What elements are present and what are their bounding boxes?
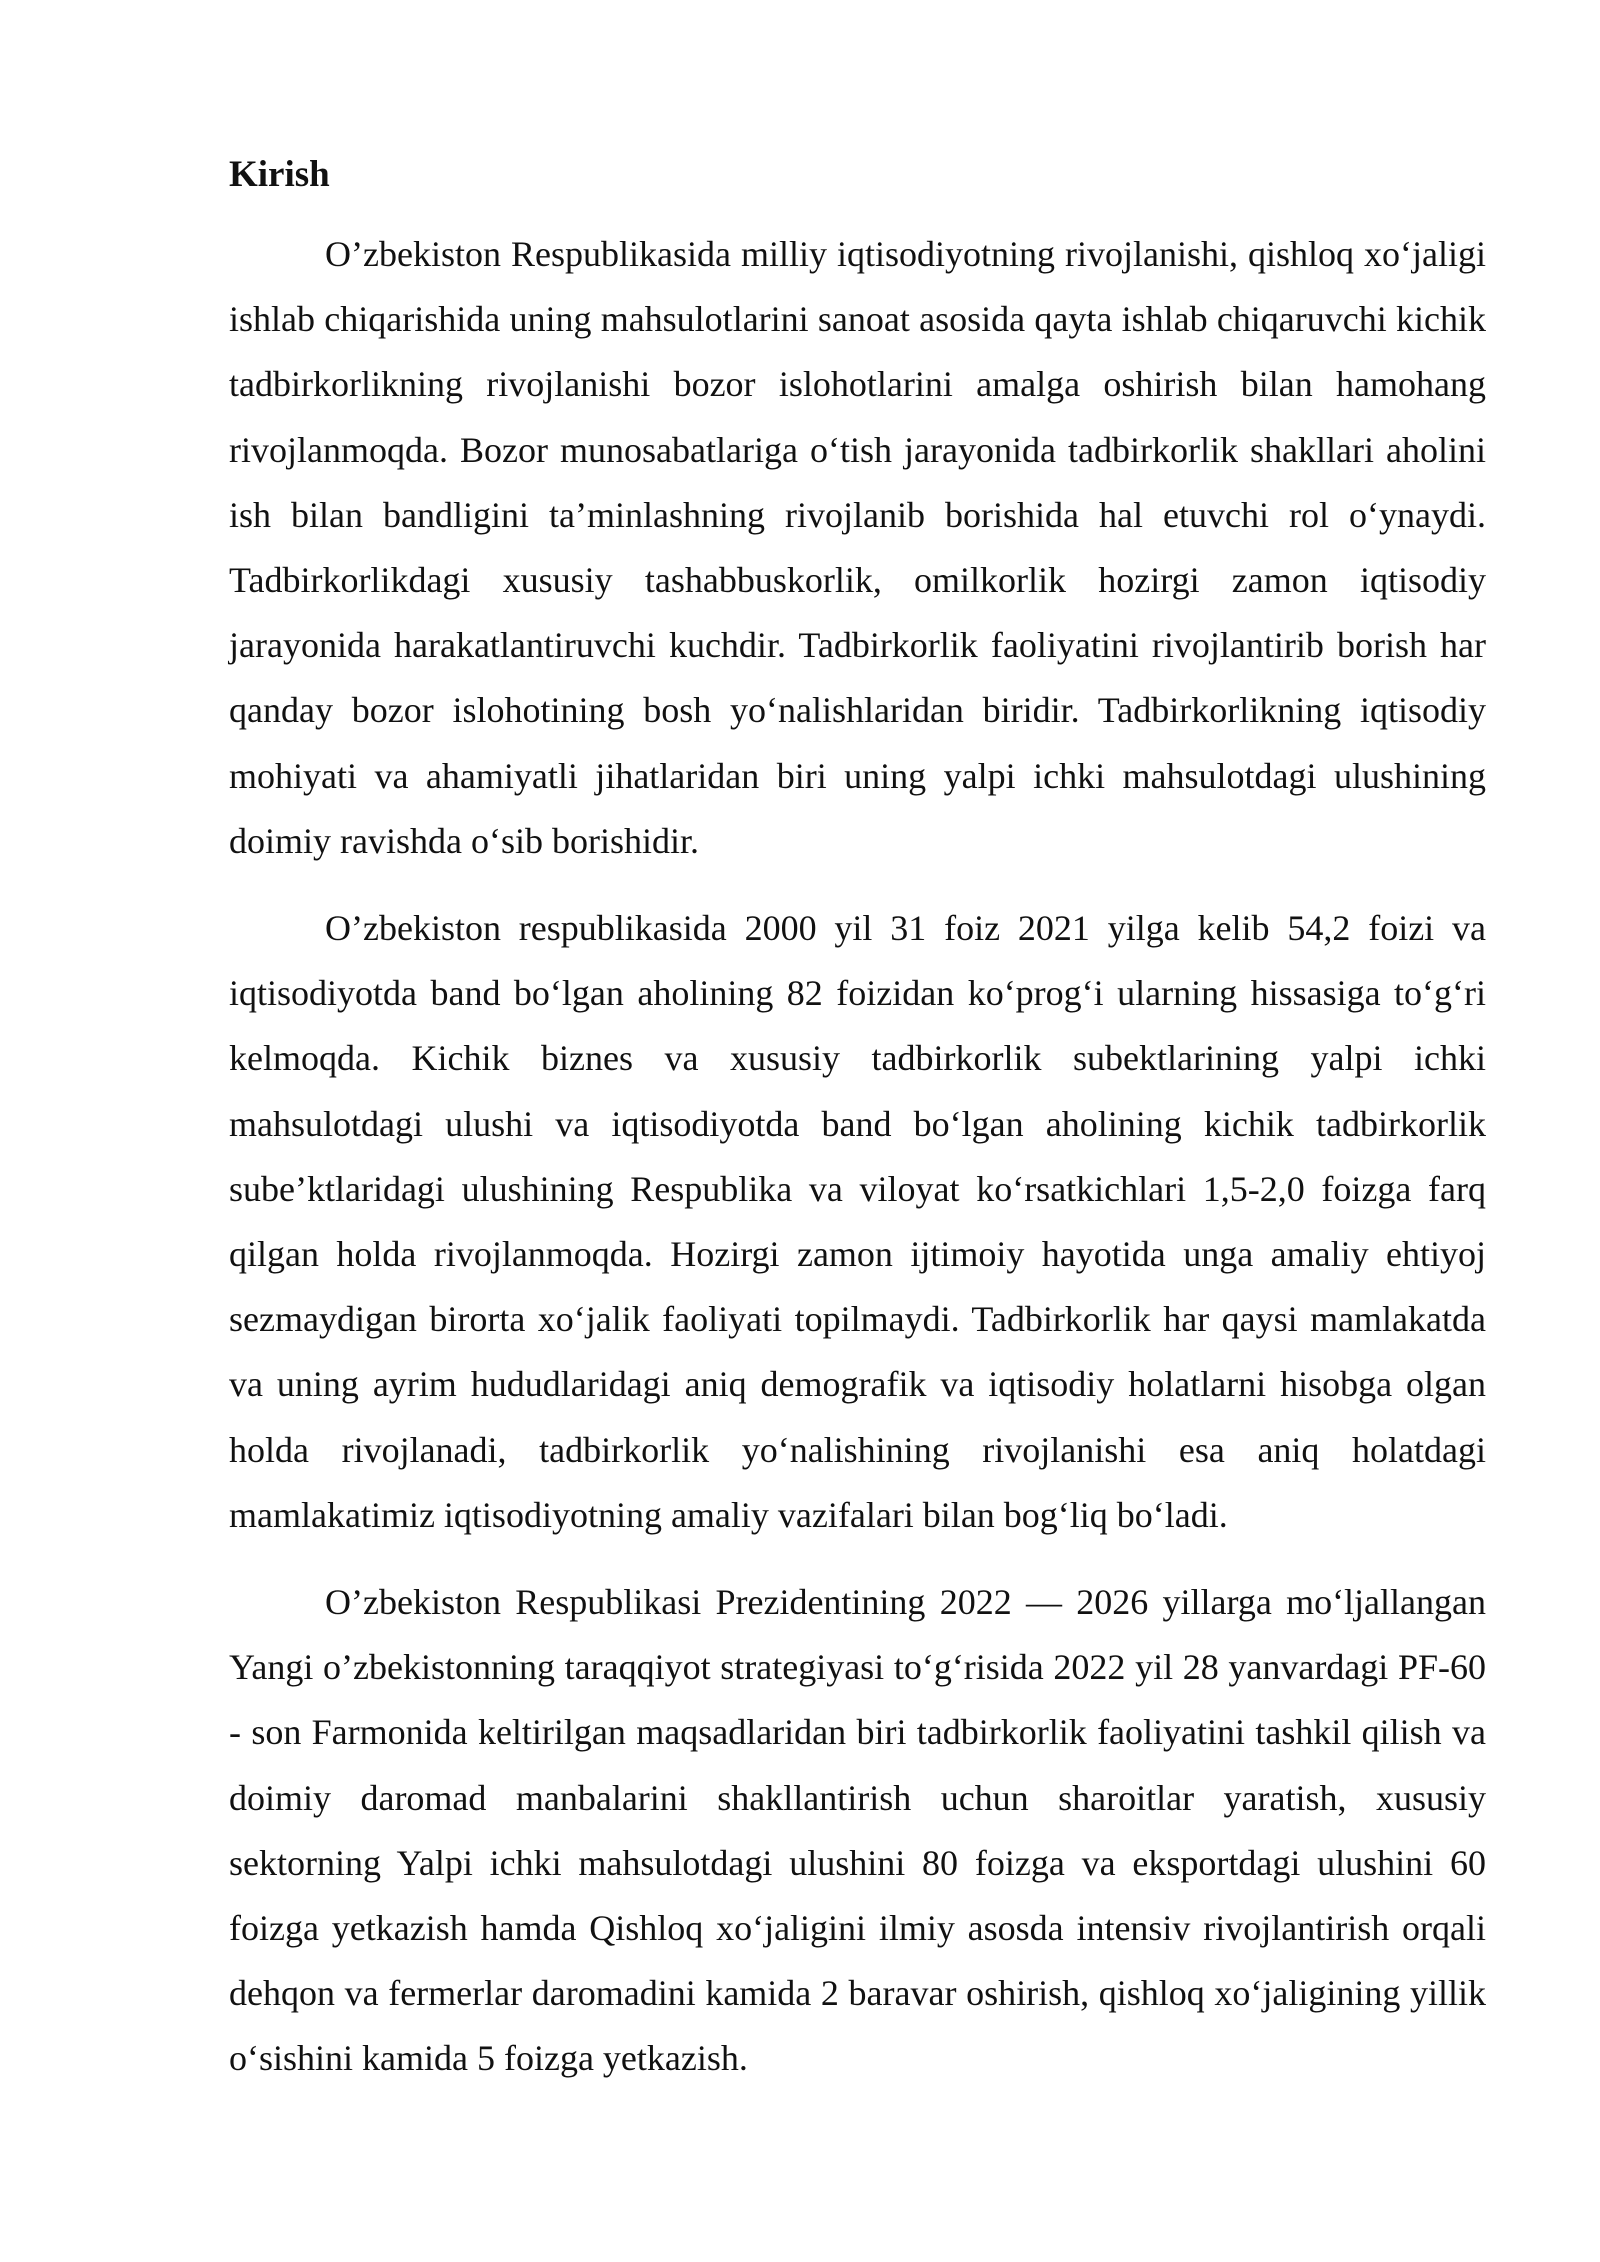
- paragraph-1: O’zbekiston Respublikasida milliy iqtisodiyotning rivojlanishi, qishloq xo‘jaligi ishlab chiqarishida uning mahsulotlarini sanoat asosida qayta ishlab chiqaruvchi kichik tadbirkorlikning rivojlanishi bozor islohotlarini amalga oshirish bilan hamohang rivojlanmoqda. Bozor munosabatlariga o‘tish jarayonida tadbirkorlik shakllari aholini ish bilan bandligini ta’minlashning rivojlanib borishida hal etuvchi rol o‘ynaydi. Tadbirkorlikdagi xususiy tashabbuskorlik, omilkorlik hozirgi zamon iqtisodiy jarayonida harakatlantiruvchi kuchdir. Tadbirkorlik faoliyatini rivojlantirib borish har qanday bozor islohotining bosh yo‘nalishlaridan biridir. Tadbirkorlikning iqtisodiy mohiyati va ahamiyatli jihatlaridan biri uning yalpi ichki mahsulotdagi ulushining doimiy ravishda o‘sib borishidir.: [229, 234, 1486, 861]
- paragraph-2: O’zbekiston respublikasida 2000 yil 31 foiz 2021 yilga kelib 54,2 foizi va iqtisodiyotda band bo‘lgan aholining 82 foizidan ko‘prog‘i ularning hissasiga to‘g‘ri kelmoqda. Kichik biznes va xususiy tadbirkorlik subektlarining yalpi ichki mahsulotdagi ulushi va iqtisodiyotda band bo‘lgan aholining kichik tadbirkorlik sube’ktlaridagi ulushining Respublika va viloyat ko‘rsatkichlari 1,5-2,0 foizga farq qilgan holda rivojlanmoqda. Hozirgi zamon ijtimoiy hayotida unga amaliy ehtiyoj sezmaydigan birorta xo‘jalik faoliyati topilmaydi. Tadbirkorlik har qaysi mamlakatda va uning ayrim hududlaridagi aniq demografik va iqtisodiy holatlarni hisobga olgan holda rivojlanadi, tadbirkorlik yo‘nalishining rivojlanishi esa aniq holatdagi mamlakatimiz iqtisodiyotning amaliy vazifalari bilan bog‘liq bo‘ladi.: [229, 908, 1486, 1535]
- section-heading: Kirish: [229, 154, 330, 195]
- document-page: [229, 150, 1486, 2114]
- paragraph-3: O’zbekiston Respublikasi Prezidentining 2022 — 2026 yillarga mo‘ljallangan Yangi o’zbekistonning taraqqiyot strategiyasi to‘g‘risida 2022 yil 28 yanvardagi PF-60 - son Farmonida keltirilgan maqsadlaridan biri tadbirkorlik faoliyatini tashkil qilish va doimiy daromad manbalarini shakllantirish uchun sharoitlar yaratish, xususiy sektorning Yalpi ichki mahsulotdagi ulushini 80 foizga va eksportdagi ulushini 60 foizga yetkazish hamda Qishloq xo‘jaligini ilmiy asosda intensiv rivojlantirish orqali dehqon va fermerlar daromadini kamida 2 baravar oshirish, qishloq xo‘jaligining yillik o‘sishini kamida 5 foizga yetkazish.: [229, 1582, 1486, 2079]
